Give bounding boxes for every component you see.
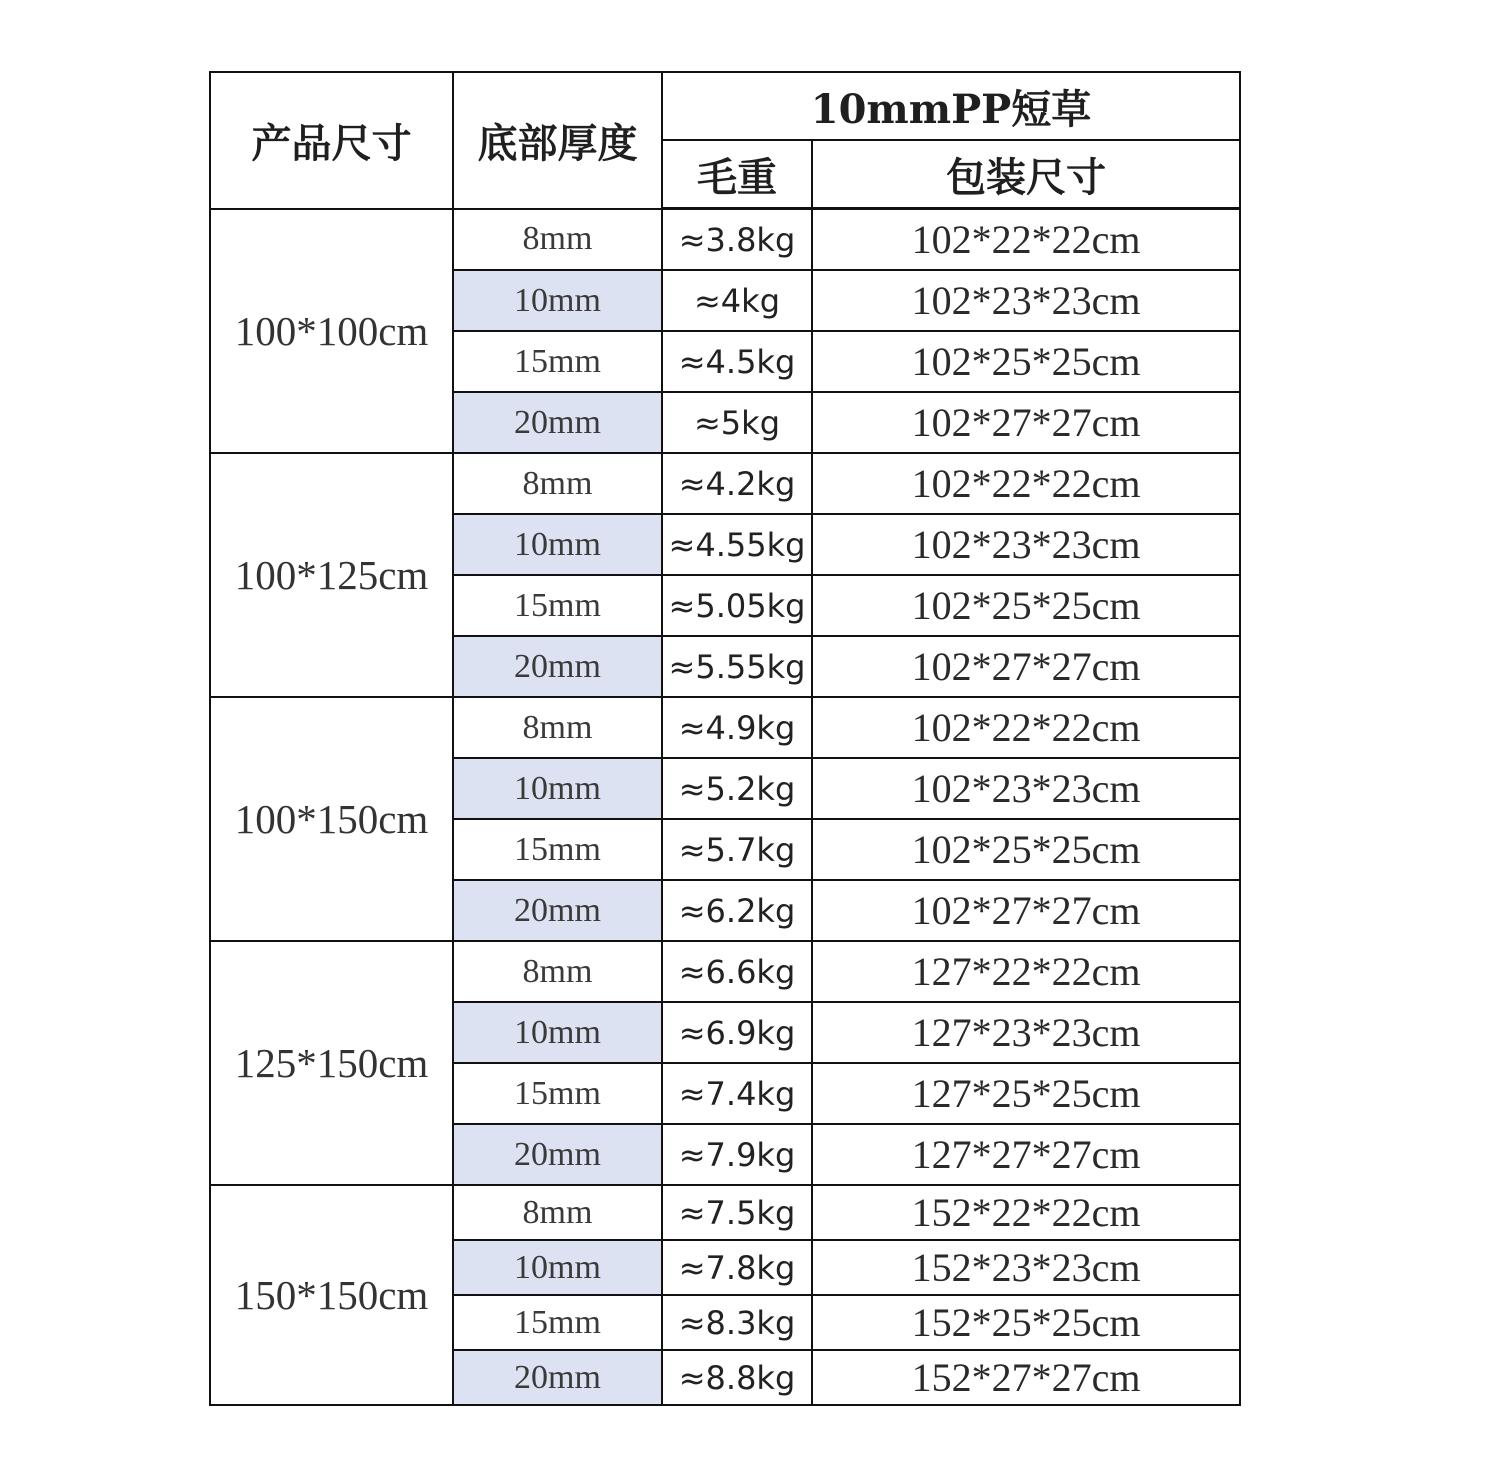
package-size-cell: 127*22*22cm — [812, 941, 1240, 1002]
package-size-cell: 152*22*22cm — [812, 1185, 1240, 1240]
thickness-cell: 20mm — [453, 880, 662, 941]
gross-weight-cell: ≈3.8kg — [662, 209, 812, 271]
thickness-cell: 10mm — [453, 1240, 662, 1295]
package-size-cell: 127*25*25cm — [812, 1063, 1240, 1124]
package-size-cell: 102*23*23cm — [812, 758, 1240, 819]
package-size-cell: 102*22*22cm — [812, 697, 1240, 758]
package-size-cell: 102*22*22cm — [812, 453, 1240, 514]
thickness-cell: 10mm — [453, 758, 662, 819]
table-row — [210, 453, 1240, 514]
package-size-cell: 102*23*23cm — [812, 270, 1240, 331]
thickness-cell: 10mm — [453, 514, 662, 575]
table-row — [210, 1185, 1240, 1240]
package-size-cell: 152*25*25cm — [812, 1295, 1240, 1350]
product-size-cell: 125*150cm — [210, 941, 453, 1185]
header-gross-weight: 毛重 — [662, 140, 812, 209]
gross-weight-cell: ≈4kg — [662, 270, 812, 331]
product-size-cell: 150*150cm — [210, 1185, 453, 1405]
thickness-cell: 8mm — [453, 453, 662, 514]
thickness-cell: 20mm — [453, 636, 662, 697]
gross-weight-cell: ≈5kg — [662, 392, 812, 453]
table-header — [210, 72, 1240, 209]
thickness-cell: 8mm — [453, 209, 662, 271]
gross-weight-cell: ≈7.4kg — [662, 1063, 812, 1124]
thickness-cell: 8mm — [453, 941, 662, 1002]
package-size-cell: 152*23*23cm — [812, 1240, 1240, 1295]
gross-weight-cell: ≈4.5kg — [662, 331, 812, 392]
package-size-cell: 102*27*27cm — [812, 392, 1240, 453]
package-size-cell: 102*25*25cm — [812, 819, 1240, 880]
package-size-cell: 102*27*27cm — [812, 880, 1240, 941]
thickness-cell: 8mm — [453, 1185, 662, 1240]
thickness-cell: 20mm — [453, 1124, 662, 1185]
gross-weight-cell: ≈7.8kg — [662, 1240, 812, 1295]
table-row — [210, 697, 1240, 758]
header-base-thickness: 底部厚度 — [453, 72, 662, 209]
gross-weight-cell: ≈6.6kg — [662, 941, 812, 1002]
header-package-size: 包装尺寸 — [812, 140, 1240, 209]
thickness-cell: 10mm — [453, 1002, 662, 1063]
table-body — [210, 209, 1240, 1406]
thickness-cell: 8mm — [453, 697, 662, 758]
gross-weight-cell: ≈6.2kg — [662, 880, 812, 941]
thickness-cell: 15mm — [453, 1295, 662, 1350]
package-size-cell: 127*27*27cm — [812, 1124, 1240, 1185]
table-row — [210, 941, 1240, 1002]
product-size-cell: 100*100cm — [210, 209, 453, 454]
package-size-cell: 152*27*27cm — [812, 1350, 1240, 1405]
header-row-top — [210, 72, 1240, 140]
thickness-cell: 20mm — [453, 392, 662, 453]
package-size-cell: 102*25*25cm — [812, 575, 1240, 636]
package-size-cell: 102*25*25cm — [812, 331, 1240, 392]
package-size-cell: 102*27*27cm — [812, 636, 1240, 697]
header-group-title: 10mmPP短草 — [662, 72, 1240, 140]
thickness-cell: 15mm — [453, 575, 662, 636]
thickness-cell: 15mm — [453, 1063, 662, 1124]
gross-weight-cell: ≈4.2kg — [662, 453, 812, 514]
gross-weight-cell: ≈5.2kg — [662, 758, 812, 819]
gross-weight-cell: ≈5.7kg — [662, 819, 812, 880]
gross-weight-cell: ≈5.55kg — [662, 636, 812, 697]
product-size-cell: 100*150cm — [210, 697, 453, 941]
gross-weight-cell: ≈4.9kg — [662, 697, 812, 758]
header-product-size: 产品尺寸 — [210, 72, 453, 209]
gross-weight-cell: ≈7.5kg — [662, 1185, 812, 1240]
gross-weight-cell: ≈4.55kg — [662, 514, 812, 575]
product-size-cell: 100*125cm — [210, 453, 453, 697]
gross-weight-cell: ≈7.9kg — [662, 1124, 812, 1185]
gross-weight-cell: ≈6.9kg — [662, 1002, 812, 1063]
gross-weight-cell: ≈5.05kg — [662, 575, 812, 636]
package-size-cell: 102*23*23cm — [812, 514, 1240, 575]
gross-weight-cell: ≈8.3kg — [662, 1295, 812, 1350]
thickness-cell: 15mm — [453, 819, 662, 880]
thickness-cell: 10mm — [453, 270, 662, 331]
thickness-cell: 20mm — [453, 1350, 662, 1405]
package-size-cell: 127*23*23cm — [812, 1002, 1240, 1063]
table-row — [210, 209, 1240, 271]
gross-weight-cell: ≈8.8kg — [662, 1350, 812, 1405]
package-size-cell: 102*22*22cm — [812, 209, 1240, 271]
thickness-cell: 15mm — [453, 331, 662, 392]
product-spec-table — [209, 71, 1241, 1406]
